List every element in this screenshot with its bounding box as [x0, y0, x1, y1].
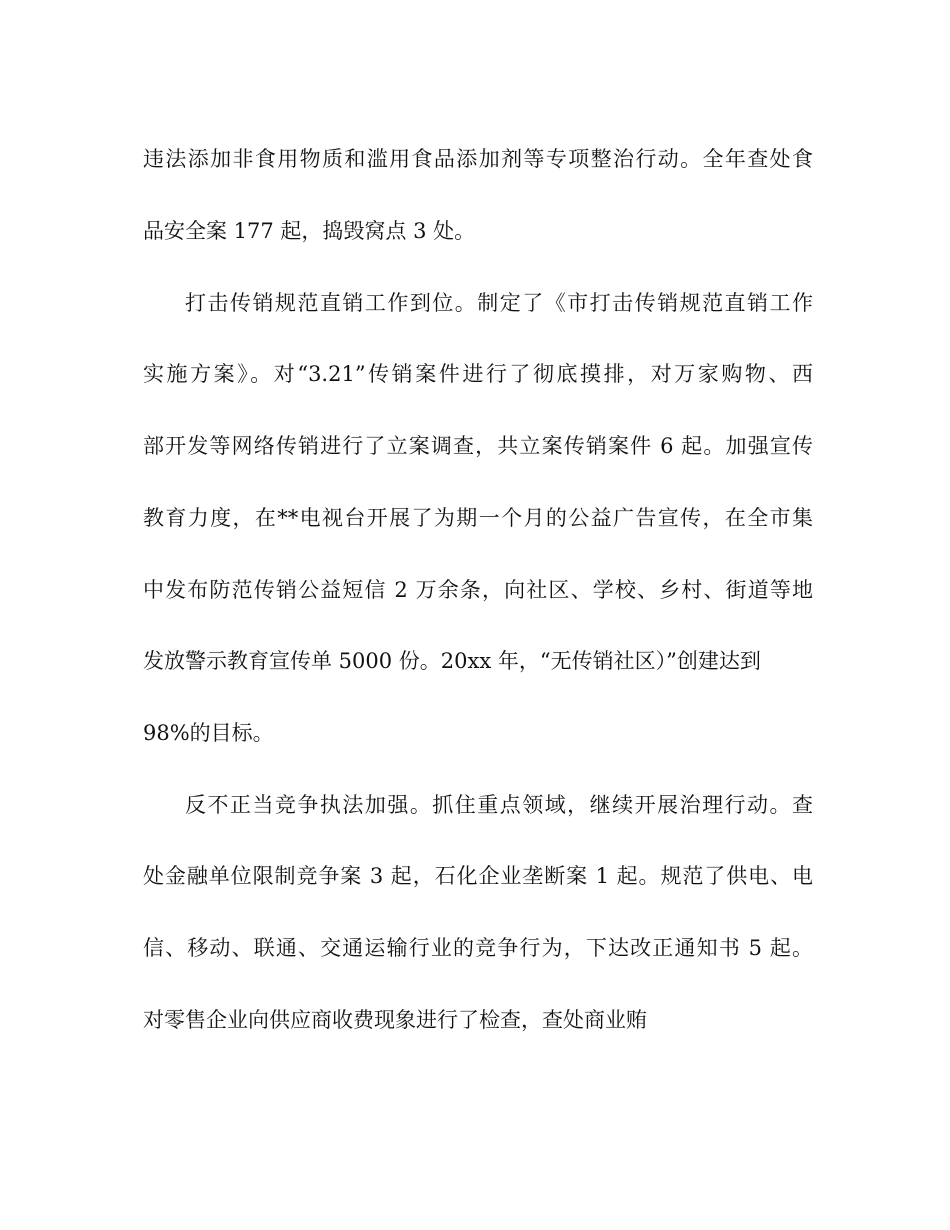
text-line: 中发布防范传销公益短信 2 万余条，向社区、学校、乡村、街道等地	[143, 578, 813, 602]
text-line: 违法添加非食用物质和滥用食品添加剂等专项整治行动。全年查处食	[143, 147, 813, 171]
text-line: 发放警示教育宣传单 5000 份。20xx 年，“无传销社区）”创建达到	[143, 649, 761, 673]
text-line: 98%的目标。	[143, 721, 274, 745]
text-line: 信、移动、联通、交通运输行业的竞争行为，下达改正通知书 5 起。	[143, 936, 813, 960]
text-line: 品安全案 177 起，捣毁窝点 3 处。	[143, 219, 476, 243]
text-line: 对零售企业向供应商收费现象进行了检查，查处商业贿	[143, 1008, 647, 1032]
paragraph-start-line: 反不正当竞争执法加强。抓住重点领域，继续开展治理行动。查	[185, 793, 813, 817]
text-line: 处金融单位限制竞争案 3 起，石化企业垄断案 1 起。规范了供电、电	[143, 864, 813, 888]
paragraph-start-line: 打击传销规范直销工作到位。制定了《市打击传销规范直销工作	[185, 291, 813, 315]
text-line: 实施方案》。对“3.21”传销案件进行了彻底摸排，对万家购物、西	[143, 362, 813, 386]
text-line: 部开发等网络传销进行了立案调查，共立案传销案件 6 起。加强宣传	[143, 434, 813, 458]
text-line: 教育力度，在**电视台开展了为期一个月的公益广告宣传，在全市集	[143, 506, 813, 530]
